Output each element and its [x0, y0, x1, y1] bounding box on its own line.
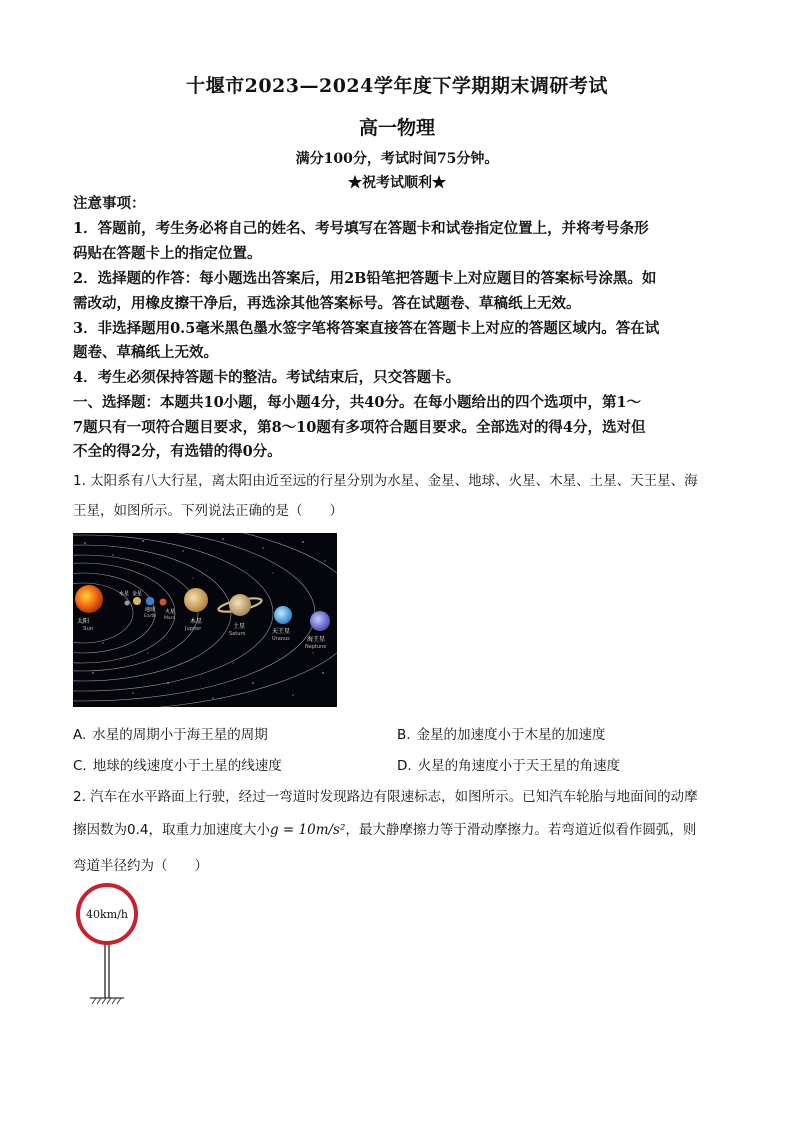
q1-option-b [397, 723, 606, 743]
venus-label-cn: 金星 [132, 591, 143, 597]
note-line: 3．非选择题用0.5毫米黑色墨水签字笔将答案直接答在答题卡上对应的答题区域内。答在试 [73, 320, 660, 337]
option-text: 水星的周期小于海王星的周期 [92, 727, 268, 743]
q2-stem [73, 820, 696, 840]
gravity-formula: g = 10m/s² [269, 822, 346, 838]
option-text: 火星的角速度小于天王星的角速度 [417, 758, 621, 774]
neptune [310, 611, 330, 631]
uranus-label-cn: 天王星 [272, 628, 291, 635]
option-label: A. [73, 727, 87, 743]
sun-label-cn: 太阳 [77, 618, 90, 625]
earth-label-cn: 地球 [145, 607, 156, 613]
solar-system-figure [73, 533, 337, 707]
note-line: 2．选择题的作答：每小题选出答案后，用2B铅笔把答题卡上对应题目的答案标号涂黑。如 [73, 270, 657, 287]
note-line: 需改动，用橡皮擦干净后，再选涂其他答案标号。答在试题卷、草稿纸上无效。 [73, 295, 581, 312]
section-heading: 一、选择题：本题共10小题，每小题4分，共40分。在每小题给出的四个选项中，第1～ [73, 394, 642, 411]
wish-line: ★祝考试顺利★ [348, 175, 446, 191]
neptune-label-cn: 海王星 [307, 636, 326, 643]
mercury [125, 601, 130, 606]
section-line: 7题只有一项符合题目要求，第8～10题有多项符合题目要求。全部选对的得4分，选对但 [73, 419, 646, 436]
option-label: B. [397, 727, 411, 743]
neptune-label-en: Neptune [305, 644, 327, 650]
sun [75, 585, 103, 613]
mars-label-en: Mars [164, 616, 175, 621]
option-label: C. [73, 758, 87, 774]
q1-option-a [73, 723, 268, 743]
section-line: 不全的得2分，有选错的得0分。 [73, 443, 282, 460]
jupiter [184, 588, 208, 612]
note-line: 码贴在答题卡上的指定位置。 [73, 245, 262, 262]
option-text: 金星的加速度小于木星的加速度 [416, 727, 606, 743]
q1-stem: 1. 太阳系有八大行星，离太阳由近至远的行星分别为水星、金星、地球、火星、木星、土星、天王星、海 [73, 473, 698, 489]
note-line: 题卷、草稿纸上无效。 [73, 344, 218, 361]
jupiter-label-en: Jupiter [185, 626, 202, 632]
subject-title: 高一物理 [358, 117, 435, 139]
q1-stem: 王星，如图所示。下列说法正确的是（ ） [73, 503, 343, 519]
speed-limit-sign [68, 880, 148, 1008]
option-label: D. [397, 758, 412, 774]
mars-label-cn: 火星 [165, 609, 176, 615]
mercury-label-cn: 水星 [119, 591, 130, 597]
option-text: 地球的线速度小于土星的线速度 [92, 758, 282, 774]
uranus [274, 606, 292, 624]
venus [133, 597, 141, 605]
exam-title: 十堰市2023—2024学年度下学期期末调研考试 [186, 75, 608, 97]
sign-speed-text: 40km/h [86, 908, 128, 921]
saturn-label-cn: 土星 [233, 623, 246, 630]
earth-label-en: Earth [144, 614, 157, 619]
q1-option-c [73, 754, 282, 774]
mars [160, 599, 167, 606]
notes-heading: 注意事项： [73, 195, 146, 212]
sun-label-en: Sun [83, 626, 94, 632]
q2-stem-part: 擦因数为0.4，取重力加速度大小 [73, 822, 270, 838]
q2-stem: 弯道半径约为（ ） [73, 858, 208, 874]
q2-stem: 2. 汽车在水平路面上行驶，经过一弯道时发现路边有限速标志，如图所示。已知汽车轮胎与地面间的动摩 [73, 789, 698, 805]
saturn-label-en: Saturn [229, 631, 246, 637]
earth [146, 597, 155, 606]
q2-stem-part: ，最大静摩擦力等于滑动摩擦力。若弯道近似看作圆弧，则 [345, 822, 697, 838]
uranus-label-en: Uranus [272, 636, 290, 642]
space-background [73, 533, 337, 707]
note-line: 1．答题前，考生务必将自己的姓名、考号填写在答题卡和试卷指定位置上，并将考号条形 [73, 220, 649, 237]
jupiter-label-cn: 木星 [190, 618, 203, 625]
q1-option-d [397, 754, 620, 774]
note-line: 4．考生必须保持答题卡的整洁。考试结束后，只交答题卡。 [73, 369, 461, 386]
ground-hatching [92, 998, 121, 1004]
score-time: 满分100分，考试时间75分钟。 [295, 151, 499, 167]
